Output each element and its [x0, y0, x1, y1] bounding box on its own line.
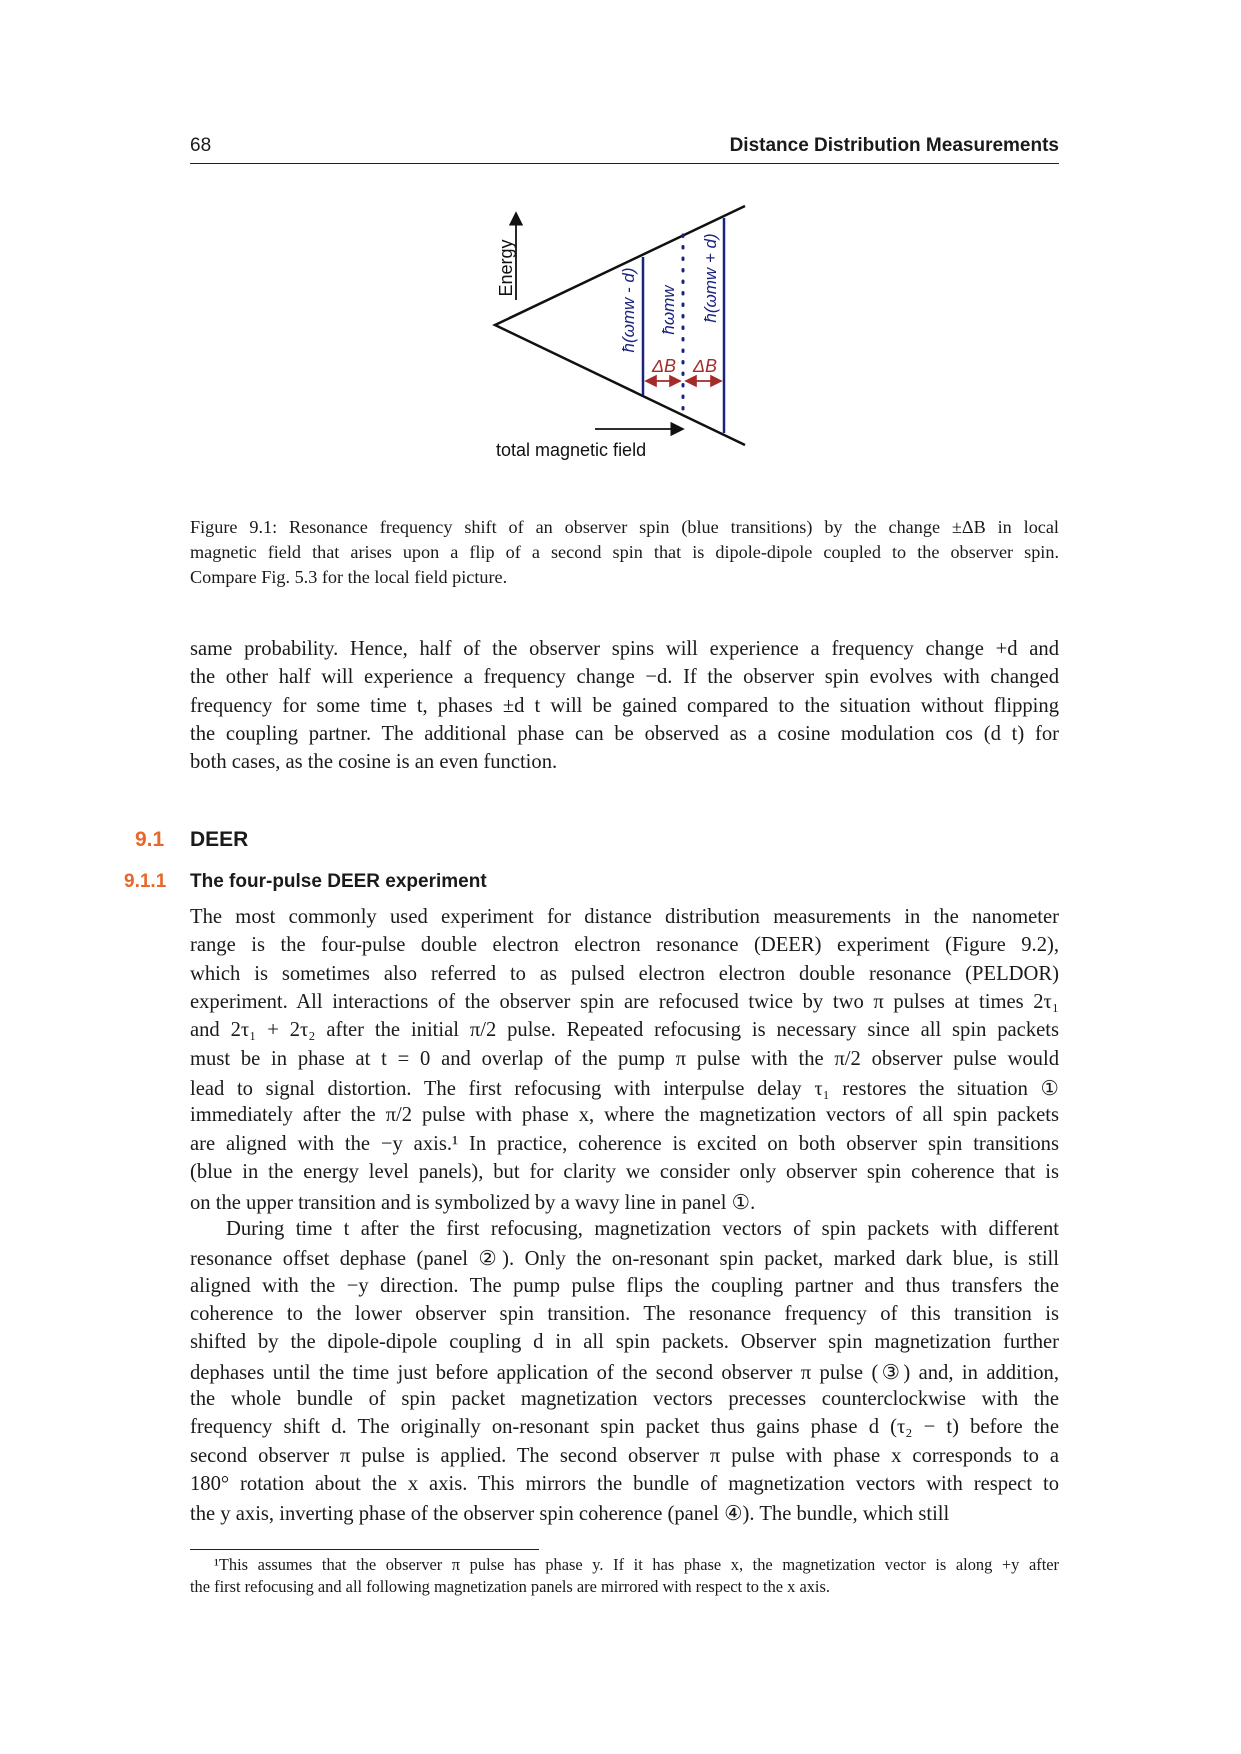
text-line: on the upper transition and is symbolized by a wavy line in panel ①. — [190, 1191, 756, 1214]
caption-line: Compare Fig. 5.3 for the local field picture. — [190, 567, 508, 587]
energy-axis-label: Energy — [496, 239, 516, 297]
subsection-title: The four-pulse DEER experiment — [190, 871, 487, 892]
transition-plus-label: ħ(ωmw + d) — [701, 233, 720, 323]
text-line: the other half will experience a frequency change −d. If the observer spin evolves with changed — [190, 666, 1059, 689]
delta-b-left-label: ΔB — [651, 356, 677, 376]
text-line: the whole bundle of spin packet magnetization vectors precesses counterclockwise with the — [190, 1387, 1059, 1410]
caption-line: magnetic field that arises upon a flip of a second spin that is dipole-dipole coupled to the observer spin. — [190, 542, 1059, 562]
text-line: immediately after the π/2 pulse with phase x, where the magnetization vectors of all spin packets — [190, 1104, 1059, 1127]
transition-center-label: ħωmw — [659, 285, 678, 335]
subsection-number: 9.1.1 — [124, 871, 167, 892]
text-line: dephases until the time just before application of the second observer π pulse (③) and, in addition, — [190, 1361, 1059, 1384]
text-line: frequency shift d. The originally on-resonant spin packet thus gains phase d (τ₂ − t) before the — [190, 1416, 1059, 1439]
text-line: which is sometimes also referred to as pulsed electron electron double resonance (PELDOR) — [190, 962, 1059, 985]
text-line: (blue in the energy level panels), but for clarity we consider only observer spin coherence that is — [190, 1161, 1059, 1184]
text-line: aligned with the −y direction. The pump pulse flips the coupling partner and thus transfers the — [190, 1274, 1059, 1297]
footnote-line: ¹This assumes that the observer π pulse has phase y. If it has phase x, the magnetization vector is along +y after — [214, 1555, 1059, 1574]
text-line: both cases, as the cosine is an even function. — [190, 751, 558, 774]
text-line: the y axis, inverting phase of the observer spin coherence (panel ④). The bundle, which still — [190, 1503, 950, 1526]
text-line: second observer π pulse is applied. The second observer π pulse with phase x corresponds to a — [190, 1444, 1059, 1467]
text-line: frequency for some time t, phases ±d t will be gained compared to the situation without flipping — [190, 694, 1059, 717]
text-line: During time t after the first refocusing, magnetization vectors of spin packets with different — [226, 1217, 1059, 1240]
text-line: must be in phase at t = 0 and overlap of the pump π pulse with the π/2 observer pulse would — [190, 1047, 1059, 1070]
text-line: are aligned with the −y axis.¹ In practice, coherence is excited on both observer spin transitions — [190, 1132, 1059, 1155]
footnote-rule — [190, 1549, 539, 1550]
section-number: 9.1 — [135, 828, 165, 851]
running-title: Distance Distribution Measurements — [729, 135, 1059, 156]
text-line: The most commonly used experiment for distance distribution measurements in the nanometer — [190, 906, 1059, 928]
caption-line: Figure 9.1: Resonance frequency shift of an observer spin (blue transitions) by the change ±ΔB in local — [190, 517, 1059, 537]
section-title: DEER — [190, 828, 249, 851]
text-line: resonance offset dephase (panel ②). Only the on-resonant spin packet, marked dark blue, is still — [190, 1248, 1059, 1271]
text-line: range is the four-pulse double electron electron resonance (DEER) experiment (Figure 9.2), — [190, 934, 1059, 957]
text-line: lead to signal distortion. The first refocusing with interpulse delay τ₁ restores the situation ① — [190, 1078, 1059, 1101]
energy-level-figure — [0, 0, 1241, 480]
text-line: same probability. Hence, half of the observer spins will experience a frequency change +d and — [190, 638, 1059, 660]
transition-minus-label: ħ(ωmw - d) — [619, 267, 638, 353]
text-line: the coupling partner. The additional phase can be observed as a cosine modulation cos (d t) for — [190, 723, 1059, 746]
page-number: 68 — [190, 135, 212, 156]
text-line: and 2τ₁ + 2τ₂ after the initial π/2 pulse. Repeated refocusing is necessary since all spin packets — [190, 1019, 1059, 1042]
field-axis-label: total magnetic field — [496, 440, 647, 460]
delta-b-right-label: ΔB — [692, 356, 718, 376]
text-line: 180° rotation about the x axis. This mirrors the bundle of magnetization vectors with respect to — [190, 1473, 1059, 1495]
text-line: experiment. All interactions of the observer spin are refocused twice by two π pulses at times 2τ₁ — [190, 991, 1059, 1014]
text-line: shifted by the dipole-dipole coupling d in all spin packets. Observer spin magnetization further — [190, 1331, 1059, 1354]
text-line: coherence to the lower observer spin transition. The resonance frequency of this transition is — [190, 1302, 1059, 1325]
footnote-line: the first refocusing and all following magnetization panels are mirrored with respect to the x axis. — [190, 1577, 830, 1596]
